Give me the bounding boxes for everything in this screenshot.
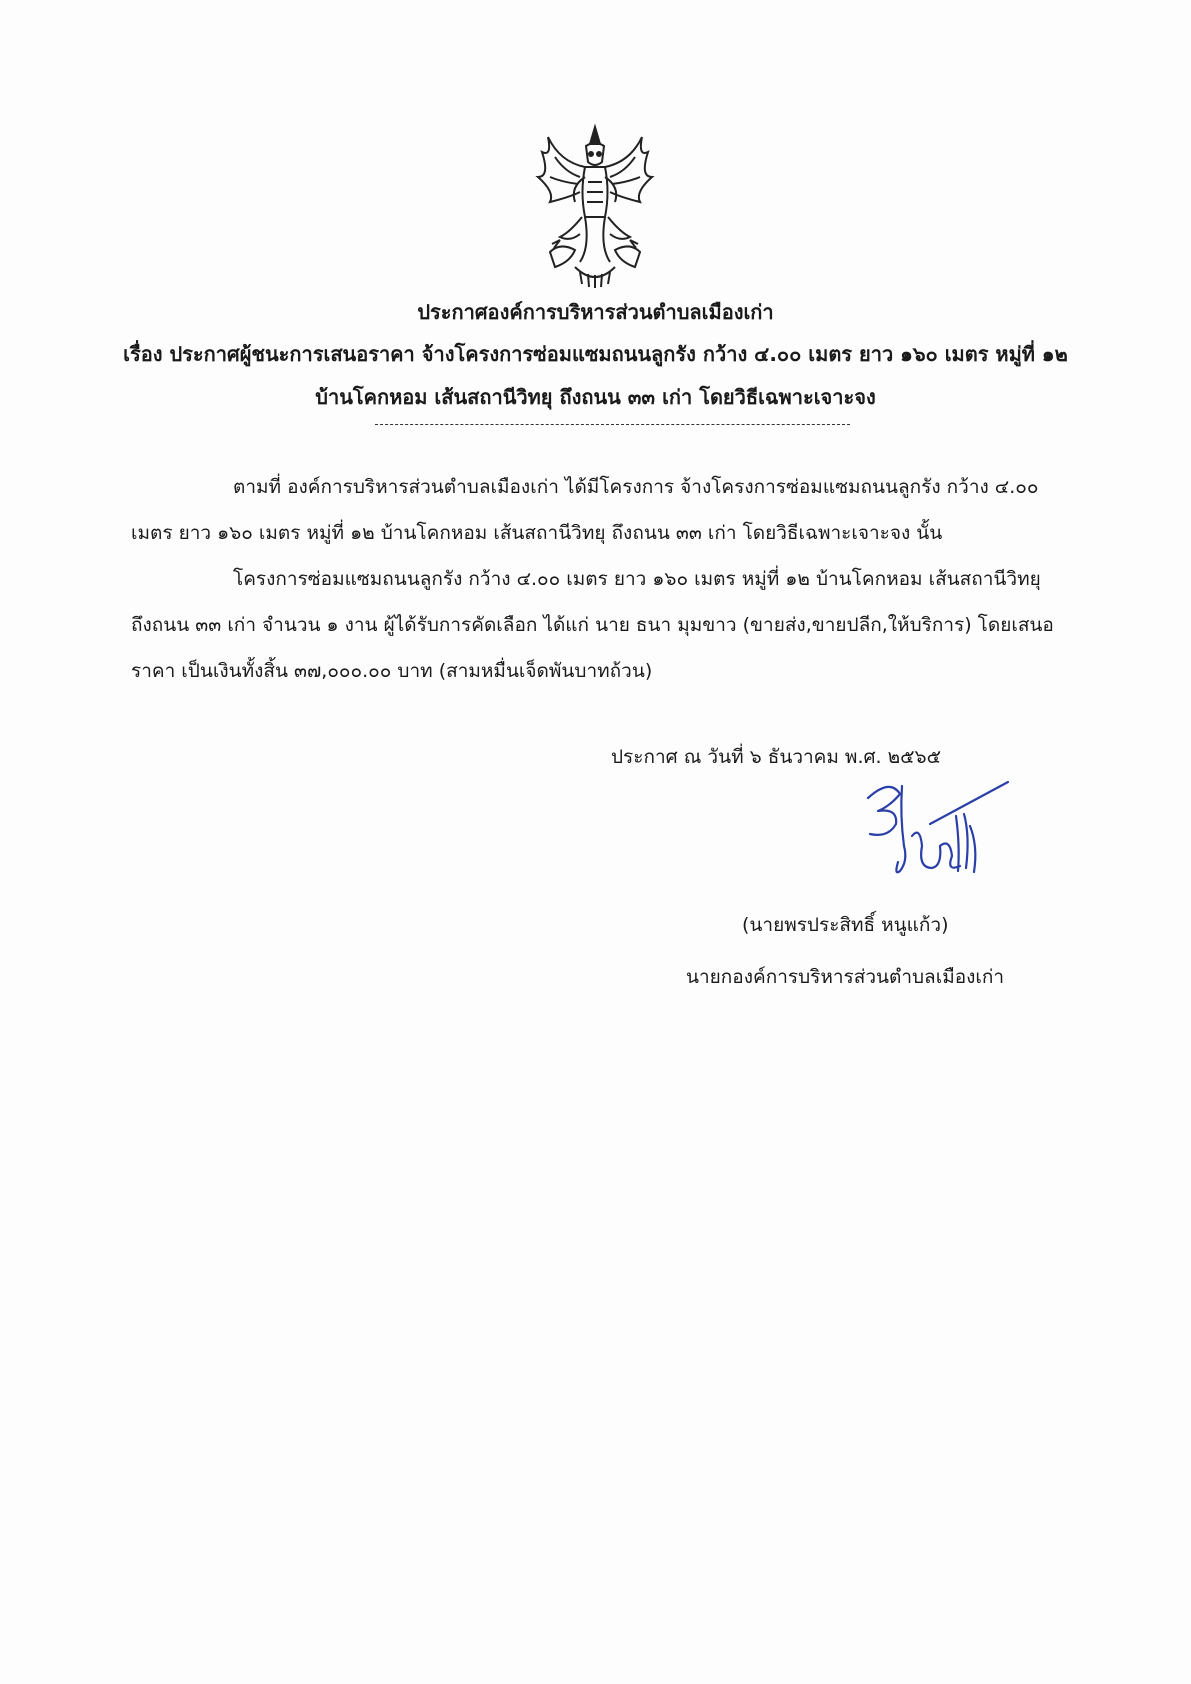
signer-name: (นายพรประสิทธิ์ หนูแก้ว) <box>742 914 949 936</box>
paragraph-2-line-1: โครงการซ่อมแซมถนนลูกรัง กว้าง ๔.๐๐ เมตร ยาว ๑๖๐ เมตร หมู่ที่ ๑๒ บ้านโคกหอม เส้นสถานีวิทยุ <box>233 568 1041 590</box>
paragraph-1-line-2: เมตร ยาว ๑๖๐ เมตร หมู่ที่ ๑๒ บ้านโคกหอม เส้นสถานีวิทยุ ถึงถนน ๓๓ เก่า โดยวิธีเฉพาะเจาะจง นั้น <box>131 522 943 544</box>
paragraph-2-line-2: ถึงถนน ๓๓ เก่า จำนวน ๑ งาน ผู้ได้รับการคัดเลือก ได้แก่ นาย ธนา มุมขาว (ขายส่ง,ขายปลีก,ให้บริการ) โดยเสนอ <box>131 614 1054 636</box>
document-title: ประกาศองค์การบริหารส่วนตำบลเมืองเก่า <box>417 300 774 324</box>
paragraph-2-line-3: ราคา เป็นเงินทั้งสิ้น ๓๗,๐๐๐.๐๐ บาท (สามหมื่นเจ็ดพันบาทถ้วน) <box>131 660 653 682</box>
garuda-emblem-icon <box>530 122 660 292</box>
signer-title: นายกองค์การบริหารส่วนตำบลเมืองเก่า <box>686 966 1005 988</box>
handwritten-signature-icon <box>860 776 1010 896</box>
subject-line-1: เรื่อง ประกาศผู้ชนะการเสนอราคา จ้างโครงการซ่อมแซมถนนลูกรัง กว้าง ๔.๐๐ เมตร ยาว ๑๖๐ เมตร หมู่ที่ ๑๒ <box>123 342 1068 366</box>
paragraph-1-line-1: ตามที่ องค์การบริหารส่วนตำบลเมืองเก่า ได้มีโครงการ จ้างโครงการซ่อมแซมถนนลูกรัง กว้าง ๔.๐๐ <box>233 476 1039 498</box>
separator-line <box>375 424 850 425</box>
subject-line-2: บ้านโคกหอม เส้นสถานีวิทยุ ถึงถนน ๓๓ เก่า โดยวิธีเฉพาะเจาะจง <box>315 385 876 409</box>
announcement-date: ประกาศ ณ วันที่ ๖ ธันวาคม พ.ศ. ๒๕๖๕ <box>611 746 941 768</box>
